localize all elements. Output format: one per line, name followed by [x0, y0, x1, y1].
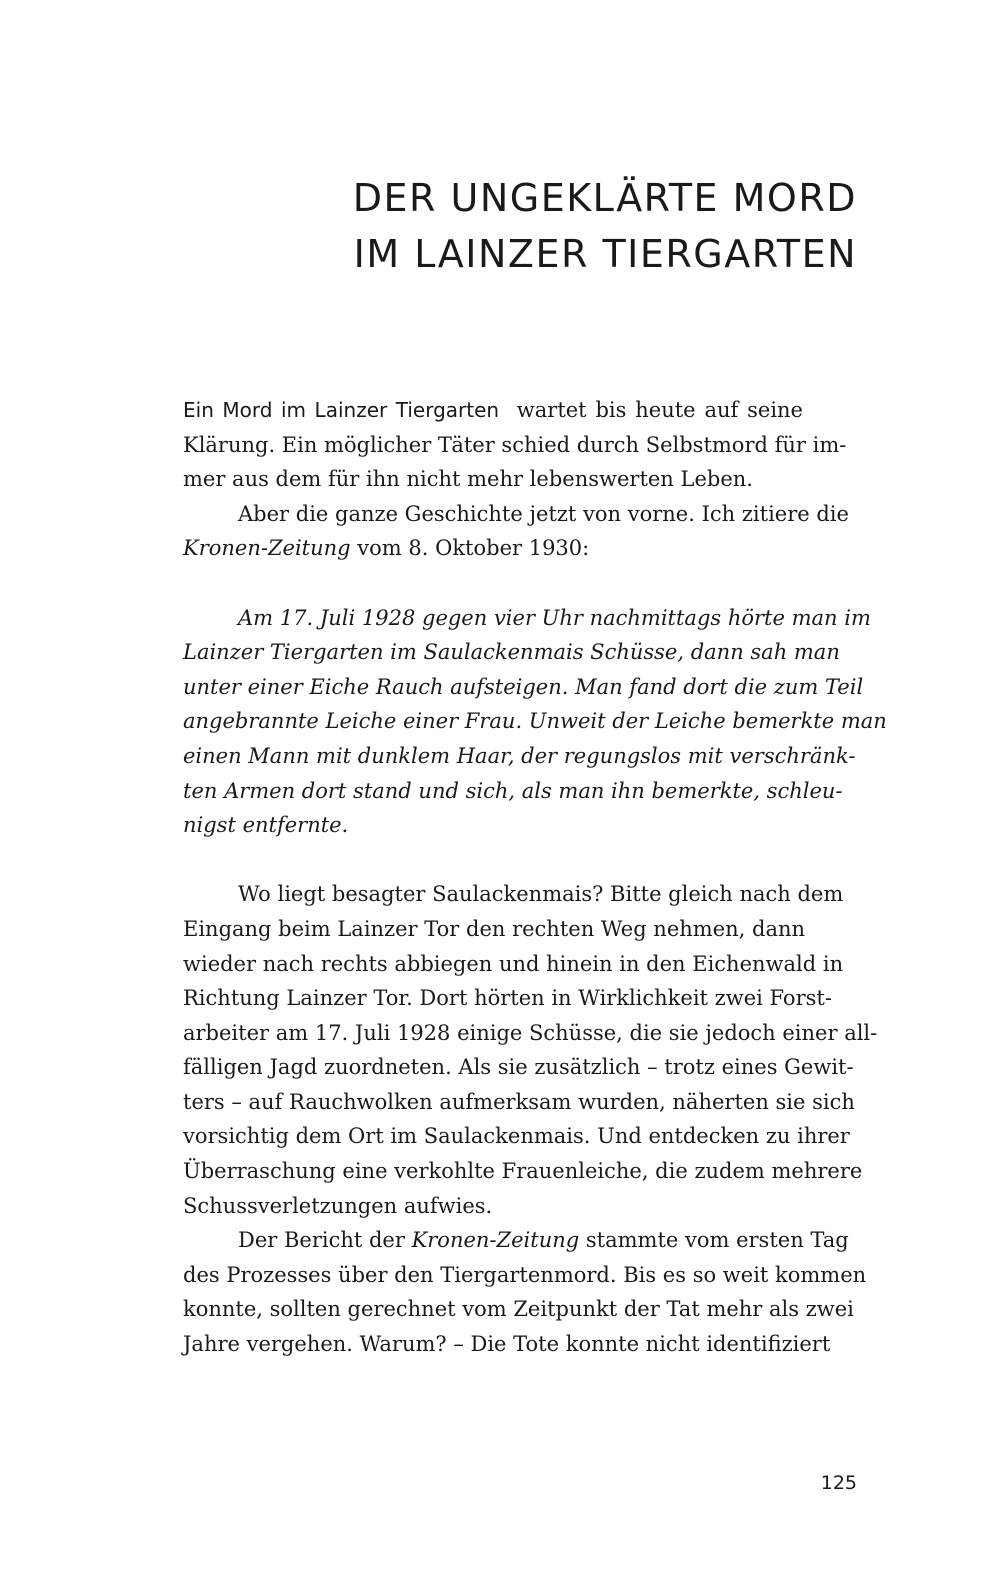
spacer — [183, 843, 803, 878]
quote-line: nigst entfernte. — [183, 813, 349, 838]
text-line: Schussverletzungen aufwies. — [183, 1193, 493, 1218]
body-text — [183, 393, 887, 1362]
text-line: ters – auf Rauchwolken aufmerksam wurden, näherten sie sich — [183, 1089, 855, 1114]
text-line — [183, 1223, 849, 1258]
text-line: Wo liegt besagter Saulackenmais? Bitte gleich nach dem — [238, 882, 844, 907]
text-line: konnte, sollten gerechnet vom Zeitpunkt der Tat mehr als zwei — [183, 1297, 854, 1322]
text-line — [183, 393, 803, 428]
chapter-title — [353, 170, 857, 282]
text-line: Überraschung eine verkohlte Frauenleiche, die zudem mehrere — [183, 1159, 863, 1184]
text-line: Jahre vergehen. Warum? – Die Tote konnte nicht identifiziert — [183, 1332, 831, 1357]
text-line: arbeiter am 17. Juli 1928 einige Schüsse, die sie jedoch einer all- — [183, 1020, 878, 1045]
text-line: vorsichtig dem Ort im Saulackenmais. Und entdecken zu ihrer — [183, 1124, 850, 1149]
run-in-heading: Ein Mord im Lainzer Tiergarten — [183, 398, 500, 422]
page-number: 125 — [820, 1472, 857, 1494]
text-span: stammte vom ersten Tag — [579, 1228, 849, 1253]
newspaper-title: Kronen-Zeitung — [411, 1228, 580, 1253]
text-line: mer aus dem für ihn nicht mehr lebenswerten Leben. — [183, 467, 753, 492]
text-span: wartet bis heute auf seine — [516, 398, 803, 422]
paragraph-4 — [183, 1223, 867, 1361]
quote-line: ten Armen dort stand und sich, als man ihn bemerkte, schleu- — [183, 778, 843, 803]
chapter-title-line-1: DER UNGEKLÄRTE MORD — [352, 176, 857, 220]
text-line: Aber die ganze Geschichte jetzt von vorne. Ich zitiere die — [238, 501, 849, 526]
text-line: des Prozesses über den Tiergartenmord. Bis es so weit kommen — [183, 1262, 867, 1287]
quote-line: einen Mann mit dunklem Haar, der regungslos mit verschränk- — [183, 743, 856, 768]
text-line: Richtung Lainzer Tor. Dort hörten in Wirklichkeit zwei Forst- — [183, 986, 832, 1011]
chapter-title-line-2: IM LAINZER TIERGARTEN — [353, 232, 857, 276]
text-line — [183, 531, 803, 566]
text-line: fälligen Jagd zuordneten. Als sie zusätzlich – trotz eines Gewit- — [183, 1055, 854, 1080]
quote-line: Lainzer Tiergarten im Saulackenmais Schüsse, dann sah man — [183, 640, 840, 665]
text-span: Der Bericht der — [238, 1228, 412, 1253]
text-span: vom 8. Oktober 1930: — [350, 536, 590, 561]
text-line: wieder nach rechts abbiegen und hinein in den Eichenwald in — [183, 951, 844, 976]
block-quote — [183, 601, 887, 843]
paragraph-3 — [183, 877, 878, 1223]
quote-line: angebrannte Leiche einer Frau. Unweit der Leiche bemerkte man — [183, 709, 887, 734]
text-line: Eingang beim Lainzer Tor den rechten Weg nehmen, dann — [183, 916, 806, 941]
quote-line: Am 17. Juli 1928 gegen vier Uhr nachmittags hörte man im — [238, 605, 871, 630]
quote-line: unter einer Eiche Rauch aufsteigen. Man fand dort die zum Teil — [183, 674, 864, 699]
paragraph-1 — [183, 393, 847, 497]
text-line: Klärung. Ein möglicher Täter schied durch Selbstmord für im- — [183, 432, 847, 457]
newspaper-title: Kronen-Zeitung — [183, 536, 351, 561]
spacer — [183, 566, 803, 601]
paragraph-2 — [183, 497, 849, 566]
